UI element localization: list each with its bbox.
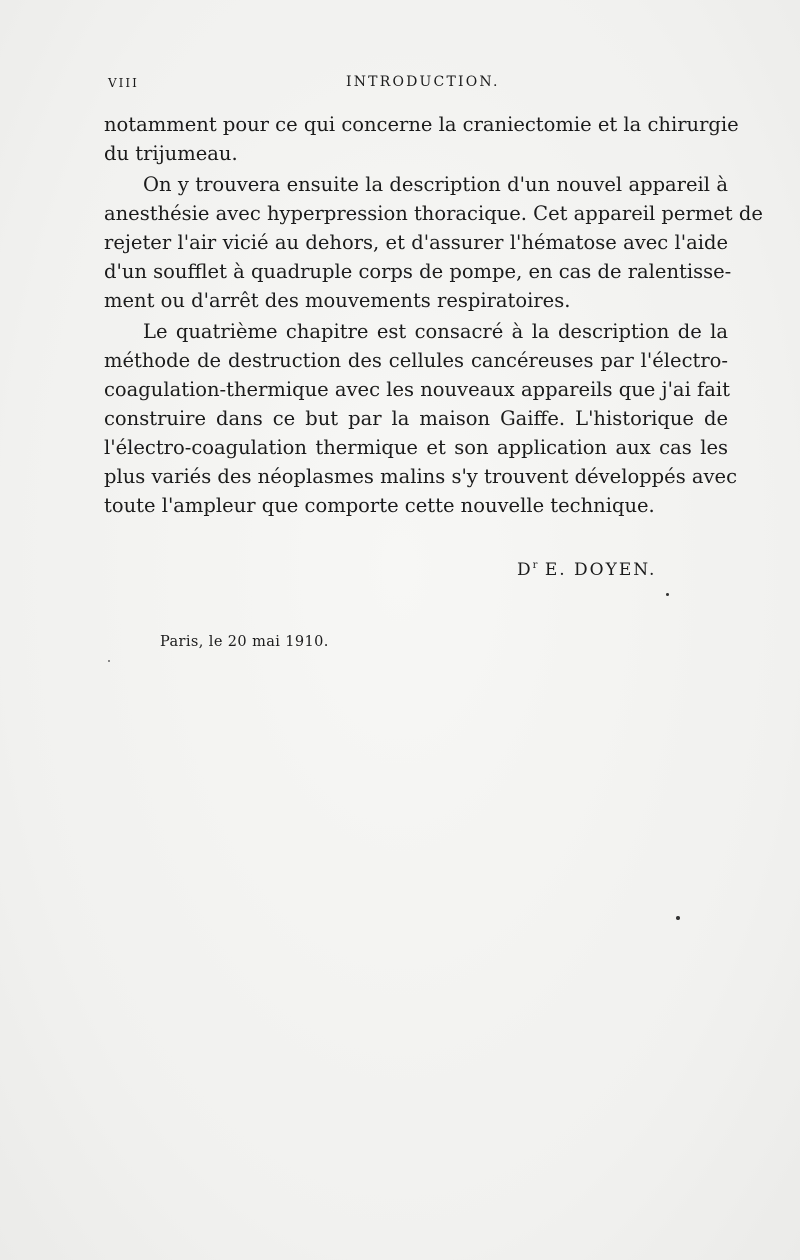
text-line: construire dans ce but par la maison Gaiffe. L'historique de (104, 407, 728, 430)
paper-speck (676, 916, 680, 920)
text-line: ment ou d'arrêt des mouvements respiratoires. (104, 289, 571, 312)
text-line: d'un soufflet à quadruple corps de pompe, en cas de ralentisse- (104, 260, 732, 283)
page-number: VIII (108, 76, 139, 90)
paper-speck (666, 593, 669, 596)
text-line: notamment pour ce qui concerne la craniectomie et la chirurgie (104, 113, 739, 136)
signature-title-superscript: r (532, 560, 538, 571)
text-line: l'électro-coagulation thermique et son application aux cas les (104, 436, 728, 459)
text-line: On y trouvera ensuite la description d'un nouvel appareil à (143, 173, 728, 196)
running-head (108, 74, 688, 96)
text-line: anesthésie avec hyperpression thoracique. Cet appareil permet de (104, 202, 763, 225)
dateline: Paris, le 20 mai 1910. (160, 634, 329, 650)
text-line: du trijumeau. (104, 142, 238, 165)
text-line: coagulation-thermique avec les nouveaux appareils que j'ai fait (104, 378, 730, 401)
author-signature (517, 560, 656, 580)
running-title: INTRODUCTION. (346, 74, 500, 90)
text-line: rejeter l'air vicié au dehors, et d'assurer l'hématose avec l'aide (104, 231, 728, 254)
text-line: Le quatrième chapitre est consacré à la description de la (143, 320, 728, 343)
paper-speck (108, 660, 110, 662)
text-line: toute l'ampleur que comporte cette nouvelle technique. (104, 494, 655, 517)
signature-title: D (517, 560, 533, 580)
text-line: plus variés des néoplasmes malins s'y trouvent développés avec (104, 465, 737, 488)
text-line: méthode de destruction des cellules cancéreuses par l'électro- (104, 349, 728, 372)
signature-name: E. DOYEN. (537, 560, 657, 580)
